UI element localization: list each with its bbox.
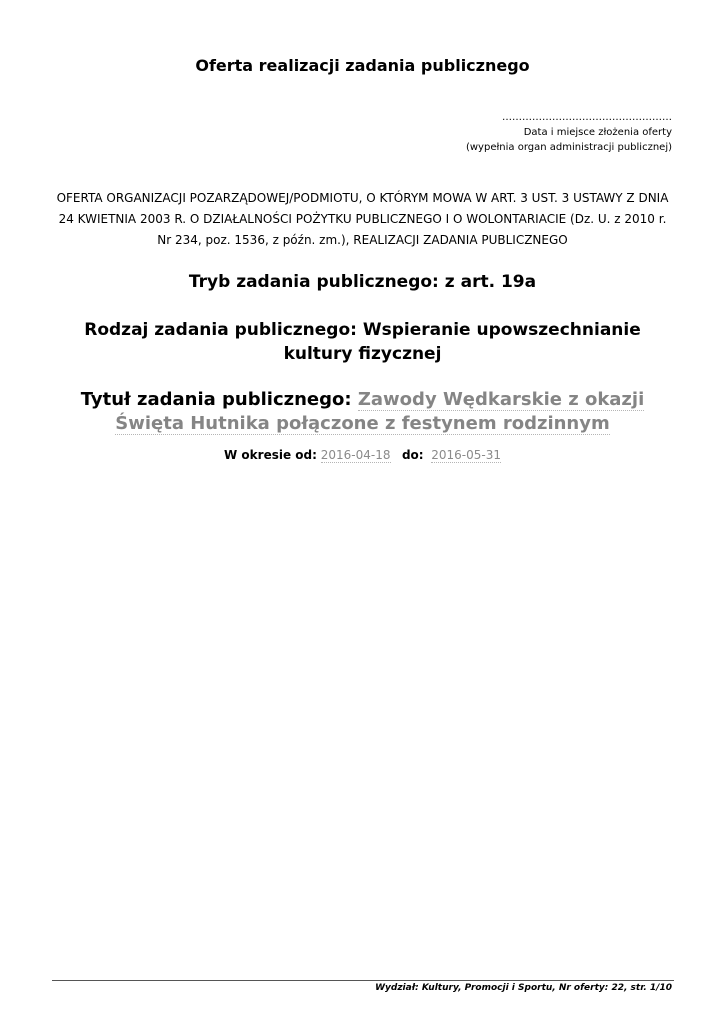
okres-from-value: 2016-04-18 [320,448,391,462]
okres-row [0,448,725,462]
okres-to-label: do: [401,448,424,462]
date-label: Data i miejsce złożenia oferty [523,127,672,138]
page-title: Oferta realizacji zadania publicznego [195,56,530,75]
tytul-label: Tytuł zadania publicznego: [80,389,352,410]
date-note: (wypełnia organ administracji publicznej) [465,142,672,153]
tytul-heading [50,388,675,436]
date-block [466,110,672,155]
page-footer: Wydział: Kultury, Promocji i Sportu, Nr oferty: 22, str. 1/10 [375,983,672,993]
okres-from-label: W okresie od: [224,448,317,462]
intro-paragraph: OFERTA ORGANIZACJI POZARZĄDOWEJ/PODMIOTU, O KTÓRYM MOWA W ART. 3 UST. 3 USTAWY Z DNIA 24 KWIETNIA 2003 R. O DZIAŁALNOŚCI POŻYTKU PUBLICZNEGO I O WOLONTARIACIE (Dz. U. z 2010 r. Nr 234, poz. 1536, z późn. zm.), REALIZACJI ZADANIA PUBLICZNEGO [56,191,669,247]
tytul-value: Zawody Wędkarskie z okazji Święta Hutnika połączone z festynem rodzinnym [115,389,645,434]
tryb-heading: Tryb zadania publicznego: z art. 19a [188,272,537,292]
okres-to-value: 2016-05-31 [431,448,501,462]
date-placeholder-dots: …………………………………………… [502,112,672,123]
rodzaj-heading: Rodzaj zadania publicznego: Wspieranie upowszechnianie kultury fizycznej [84,320,641,364]
footer-divider [52,980,674,981]
